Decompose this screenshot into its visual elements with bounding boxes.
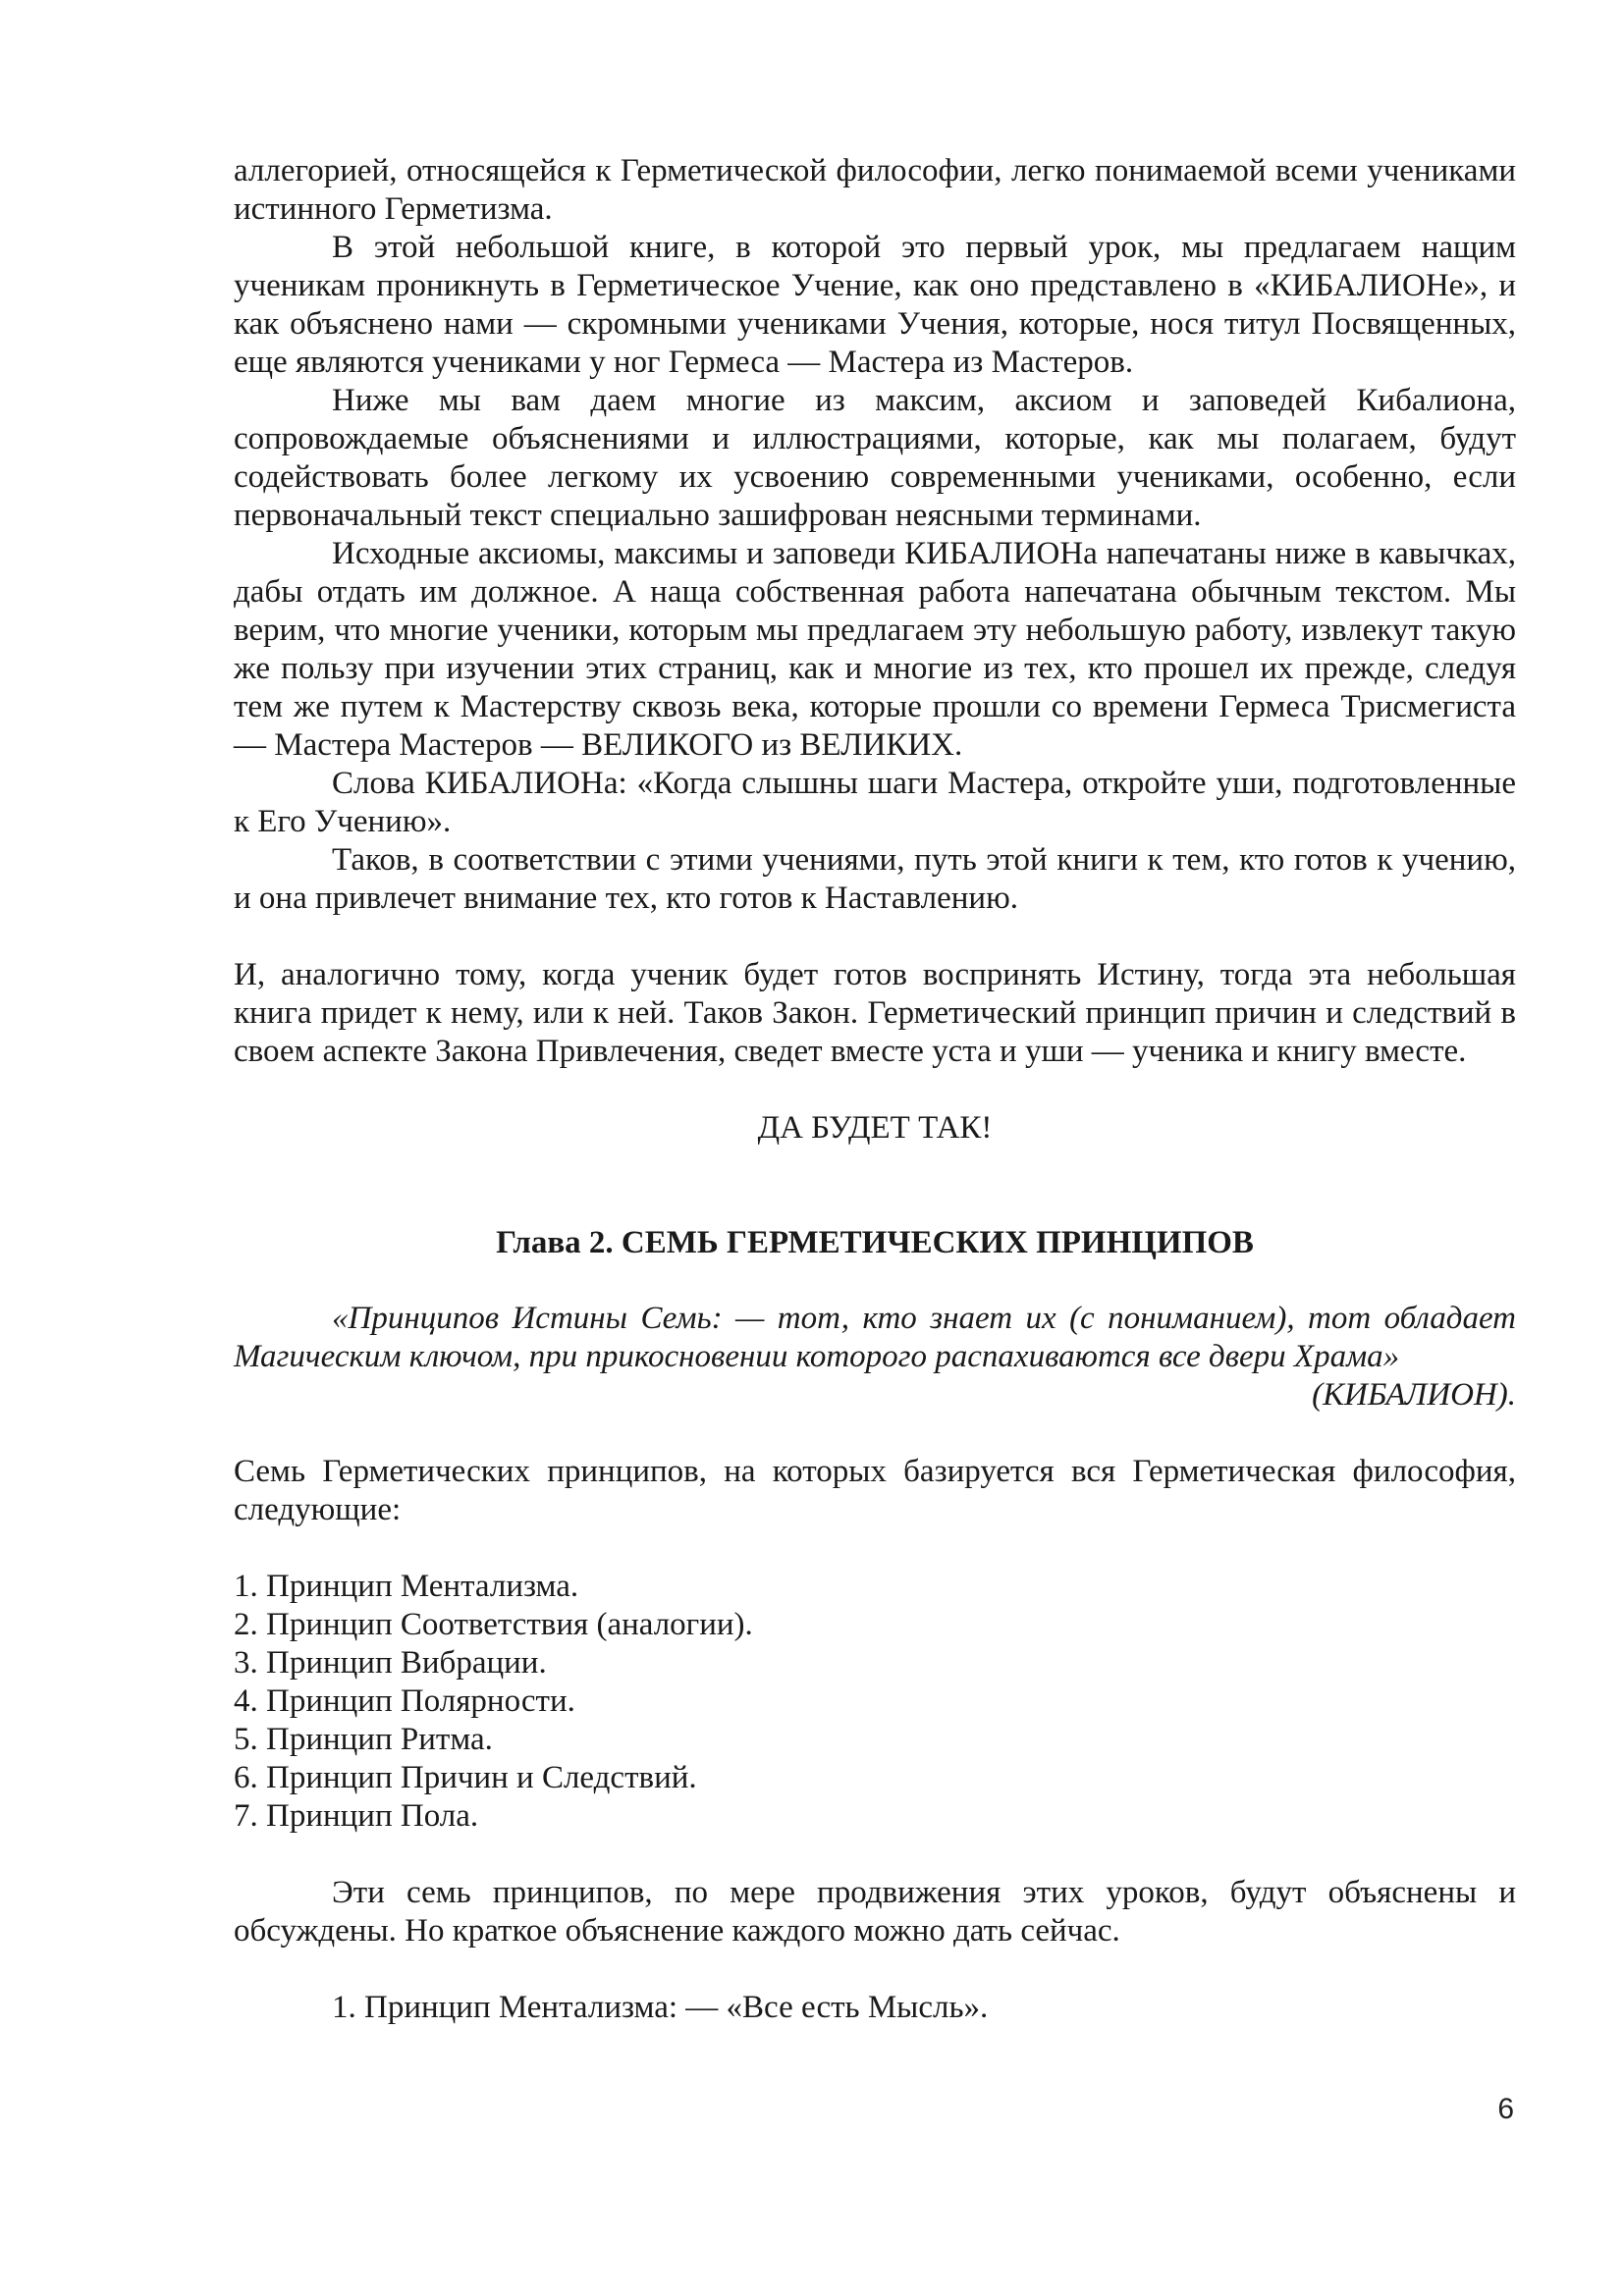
list-item: 3. Принцип Вибрации. [234, 1645, 547, 1681]
list-item: 1. Принцип Ментализма. [234, 1569, 579, 1604]
list-item: 2. Принцип Соответствия (аналогии). [234, 1607, 753, 1642]
list-item: 7. Принцип Пола. [234, 1798, 479, 1834]
principles-intro: Семь Герметических принципов, на которых базируется вся Герметическая философия, следующие: [234, 1454, 1516, 1527]
list-item: 6. Принцип Причин и Следствий. [234, 1760, 697, 1795]
paragraph-1: аллегорией, относящейся к Герметической философии, легко понимаемой всеми учениками истинного Герметизма. [234, 153, 1516, 227]
principles-explanation: Эти семь принципов, по мере продвижения этих уроков, будут объяснены и обсуждены. Но краткое объяснение каждого можно дать сейчас. [234, 1875, 1516, 1949]
paragraph-4: Исходные аксиомы, максимы и заповеди КИБАЛИОНа напечатаны ниже в кавычках, дабы отдать им должное. А наща собственная работа напечатана обычным текстом. Мы верим, что многие ученики, которым мы предлагаем эту небольшую работу, извлекут такую же пользу при изучении этих страниц, как и многие из тех, кто прошел их прежде, следуя тем же путем к Мастерству сквозь века, которые прошли со времени Гермеса Трисмегиста — Мастера Мастеров — ВЕЛИКОГО из ВЕЛИКИХ. [234, 536, 1516, 763]
chapter-heading: Глава 2. СЕМЬ ГЕРМЕТИЧЕСКИХ ПРИНЦИПОВ [496, 1225, 1254, 1260]
paragraph-6: Таков, в соответствии с этими учениями, путь этой книги к тем, кто готов к учению, и она привлечет внимание тех, кто готов к Наставлению. [234, 842, 1516, 916]
paragraph-3: Ниже мы вам даем многие из максим, аксиом и заповедей Кибалиона, сопровождаемые объяснениями и иллюстрациями, которые, как мы полагаем, будут содействовать более легкому их усвоению современными учениками, особенно, если первоначальный текст специально зашифрован неясными терминами. [234, 383, 1516, 533]
paragraph-7: И, аналогично тому, когда ученик будет готов воспринять Истину, тогда эта небольшая книга придет к нему, или к ней. Таков Закон. Герметический принцип причин и следствий в своем аспекте Закона Привлечения, сведет вместе уста и уши –– ученика и книгу вместе. [234, 957, 1516, 1069]
list-item: 4. Принцип Полярности. [234, 1683, 575, 1719]
document-page [234, 152, 1516, 2027]
list-item: 5. Принцип Ритма. [234, 1722, 493, 1757]
paragraph-2: В этой небольшой книге, в которой это первый урок, мы предлагаем нащим ученикам проникнуть в Герметическое Учение, как оно представлено в «КИБАЛИОНе», и как объяснено нами — скромными учениками Учения, которые, нося титул Посвященных, еще являются учениками у ног Гермеса — Мастера из Мастеров. [234, 230, 1516, 380]
paragraph-5: Слова КИБАЛИОНа: «Когда слышны шаги Мастера, откройте уши, подготовленные к Его Учению». [234, 766, 1516, 839]
page-number: 6 [1497, 2093, 1514, 2125]
principles-list [234, 1568, 1516, 1836]
first-principle: 1. Принцип Ментализма: — «Все есть Мысль». [332, 1990, 989, 2025]
closing-line: ДА БУДЕТ ТАК! [757, 1110, 993, 1146]
chapter-epigraph: «Принципов Истины Семь: — тот, кто знает их (с пониманием), тот обладает Магическим ключом, при прикосновении которого распахиваются все двери Храма» [234, 1301, 1516, 1374]
epigraph-source: (КИБАЛИОН). [1312, 1377, 1516, 1413]
